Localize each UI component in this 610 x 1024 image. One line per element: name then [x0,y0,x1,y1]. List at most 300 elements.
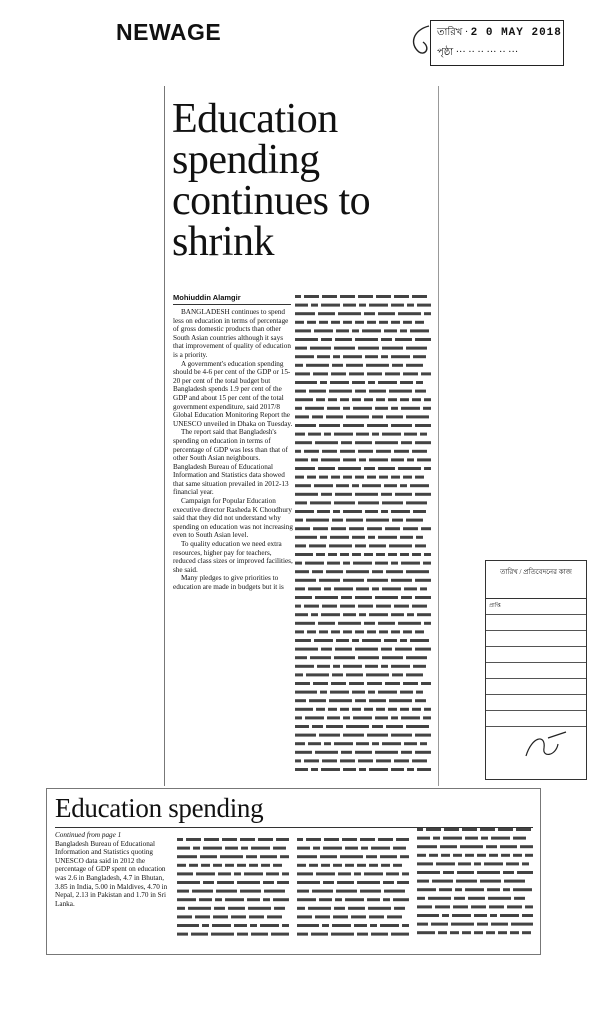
text-line-stroke [349,372,364,375]
text-line-stroke [522,931,531,934]
text-line-stroke [295,381,317,384]
text-line-stroke [514,897,525,900]
text-line-stroke [369,544,386,547]
text-line-stroke [341,596,352,599]
text-line-stroke [359,613,366,616]
text-line-stroke [305,716,324,719]
text-line-stroke [225,847,238,850]
text-line-stroke [391,407,398,410]
text-line-stroke [319,898,332,901]
text-line-stroke [417,304,431,307]
text-line-stroke [367,321,376,324]
text-line-stroke [369,864,378,867]
text-line-stroke [457,871,474,874]
text-line-stroke [331,630,340,633]
text-line-stroke [462,931,471,934]
text-line-stroke [382,433,401,436]
text-line-stroke [415,751,431,754]
text-line-stroke [387,915,402,918]
text-line-stroke [367,579,388,582]
text-line-stroke [295,364,303,367]
text-line-stroke [436,862,455,865]
text-line-stroke [333,665,340,668]
text-line-stroke [391,768,404,771]
text-line-stroke [417,931,435,934]
text-line-stroke [192,890,213,893]
text-line-stroke [417,905,432,908]
text-line-stroke [191,933,208,936]
stamp-date: 2 0 MAY 2018 [470,27,562,39]
text-line-stroke [355,596,372,599]
text-line-stroke [395,338,412,341]
text-line-stroke [400,381,413,384]
text-line-stroke [340,708,349,711]
continuation-title: Education spending [55,793,264,823]
text-line-stroke [324,433,331,436]
text-line-stroke [471,905,486,908]
text-line-stroke [225,864,234,867]
text-line-stroke [247,898,260,901]
text-line-stroke [394,759,409,762]
text-line-stroke [400,639,407,642]
text-line-stroke [249,915,264,918]
text-line-stroke [319,424,340,427]
text-line-stroke [343,476,352,479]
text-line-stroke [332,364,343,367]
filing-form-row [486,679,586,695]
text-line-stroke [357,933,368,936]
text-line-stroke [295,295,301,298]
text-line-stroke [315,441,338,444]
text-line-stroke [388,708,397,711]
text-line-stroke [319,476,328,479]
text-line-stroke [381,355,388,358]
text-line-stroke [406,519,423,522]
text-line-stroke [400,484,407,487]
text-line-stroke [338,872,351,875]
text-line-stroke [295,742,305,745]
text-line-stroke [322,759,337,762]
text-line-stroke [362,329,381,332]
text-line-stroke [423,562,431,565]
text-line-stroke [335,898,342,901]
text-line-stroke [342,838,357,841]
text-line-stroke [406,570,429,573]
text-line-stroke [343,407,350,410]
text-line-stroke [397,881,409,884]
text-line-stroke [367,734,388,737]
text-line-stroke [295,398,313,401]
text-line-stroke [369,613,388,616]
text-line-stroke [343,510,362,513]
text-line-stroke [391,321,400,324]
text-line-stroke [295,708,313,711]
text-line-stroke [352,381,365,384]
text-line-stroke [320,536,327,539]
text-line-stroke [193,847,200,850]
text-line-stroke [424,622,431,625]
text-line-stroke [412,553,421,556]
text-line-stroke [385,372,400,375]
text-line-stroke [324,742,331,745]
text-line-stroke [416,381,423,384]
text-line-stroke [320,855,337,858]
text-line-stroke [326,725,343,728]
text-line-stroke [370,924,377,927]
text-line-stroke [359,458,366,461]
text-line-stroke [334,501,355,504]
text-line-stroke [362,484,381,487]
text-line-stroke [516,828,531,831]
text-line-stroke [401,407,420,410]
text-line-stroke [346,725,369,728]
text-line-stroke [486,845,497,848]
text-line-stroke [321,458,340,461]
text-line-stroke [415,579,431,582]
text-line-stroke [212,924,231,927]
text-line-stroke [477,871,500,874]
text-line-stroke [237,864,246,867]
text-line-stroke [415,544,426,547]
text-line-stroke [346,570,369,573]
text-line-stroke [424,312,431,315]
text-line-stroke [354,872,361,875]
text-line-stroke [343,734,364,737]
article-paragraph: To quality education we need extra resources, higher pay for teachers, reduced class sizes or improved facilities, she said. [173,540,293,574]
text-line-stroke [295,415,309,418]
text-line-stroke [306,673,329,676]
text-line-stroke [398,467,421,470]
text-line-stroke [353,716,372,719]
text-line-stroke [355,493,378,496]
article-paragraph: A government's education spending should be 4-6 per cent of the GDP or 15-20 per cent of the total budget but Bangladesh spends 1.9 per cent of the GDP and about 15 per cent of the total government expenditure, said 2017/8 Global Education Monitoring Report the UNESCO unveiled in Dhaka on Tuesday. [173,359,293,428]
signature-scribble [486,726,586,766]
text-line-stroke [320,691,327,694]
text-line-stroke [177,855,197,858]
text-line-stroke [386,725,403,728]
text-line-stroke [295,329,311,332]
text-line-stroke [412,759,427,762]
text-line-stroke [376,605,391,608]
text-line-stroke [415,648,431,651]
text-line-stroke [489,854,498,857]
text-line-stroke [311,933,328,936]
text-line-stroke [240,838,255,841]
text-line-stroke [321,493,332,496]
text-line-stroke [417,862,433,865]
text-line-stroke [391,579,412,582]
text-line-stroke [406,415,429,418]
text-line-stroke [438,931,447,934]
text-line-stroke [450,931,459,934]
text-line-stroke [379,321,388,324]
newspaper-masthead: NEWAGE [116,19,222,45]
text-line-stroke [328,553,337,556]
text-line-stroke [343,665,362,668]
text-line-stroke [314,329,333,332]
filing-form-row [486,711,586,727]
text-line-stroke [321,864,330,867]
text-line-stroke [261,864,270,867]
text-line-stroke [321,613,340,616]
text-line-stroke [415,338,431,341]
text-line-stroke [375,562,388,565]
text-line-stroke [336,639,349,642]
text-line-stroke [295,544,306,547]
text-line-stroke [367,476,376,479]
text-line-stroke [453,905,468,908]
text-line-stroke [395,493,412,496]
text-line-stroke [282,924,289,927]
text-line-stroke [406,501,427,504]
text-line-stroke [343,630,352,633]
text-line-stroke [435,905,450,908]
text-line-stroke [321,648,332,651]
text-line-stroke [234,872,241,875]
text-line-stroke [376,450,391,453]
text-line-stroke [297,898,316,901]
text-line-stroke [277,881,289,884]
text-line-stroke [314,484,333,487]
text-line-stroke [336,890,357,893]
text-line-stroke [364,312,375,315]
text-line-stroke [316,872,335,875]
text-line-stroke [177,898,196,901]
text-line-stroke [295,458,308,461]
text-line-stroke [329,390,352,393]
text-line-stroke [311,304,318,307]
text-line-stroke [357,881,380,884]
text-line-stroke [375,407,388,410]
text-line-stroke [381,648,392,651]
text-line-stroke [381,510,388,513]
text-line-stroke [415,493,431,496]
text-line-stroke [295,605,301,608]
text-line-stroke [177,915,192,918]
text-line-stroke [331,682,346,685]
text-line-stroke [474,914,487,917]
text-line-stroke [372,725,383,728]
text-line-stroke [382,587,401,590]
text-line-stroke [417,880,429,883]
text-line-stroke [351,915,366,918]
text-line-stroke [349,527,364,530]
text-line-stroke [349,682,364,685]
text-line-stroke [312,570,323,573]
text-line-stroke [304,759,319,762]
text-line-stroke [329,699,352,702]
text-line-stroke [367,372,382,375]
text-line-stroke [417,897,425,900]
text-line-stroke [364,708,373,711]
text-line-stroke [429,854,438,857]
date-stamp: তারিখ · 2 0 MAY 2018 পৃষ্ঠা ··· ·· ·· ··· ·· ··· [430,20,564,66]
filing-form [485,560,587,780]
text-line-stroke [513,888,532,891]
text-line-stroke [402,924,409,927]
text-line-stroke [295,390,306,393]
text-line-stroke [480,828,495,831]
text-line-stroke [340,855,363,858]
text-line-stroke [433,837,440,840]
text-line-stroke [400,553,409,556]
text-line-stroke [365,355,378,358]
text-line-stroke [218,872,231,875]
text-line-stroke [295,656,307,659]
text-line-stroke [413,510,426,513]
text-line-stroke [297,924,319,927]
text-line-stroke [391,510,410,513]
text-line-stroke [410,329,429,332]
text-line-stroke [358,605,373,608]
text-line-stroke [491,837,510,840]
text-line-stroke [352,536,365,539]
text-line-stroke [330,691,349,694]
text-line-stroke [305,562,324,565]
text-line-stroke [369,699,386,702]
text-line-stroke [452,914,471,917]
text-line-stroke [222,838,237,841]
text-line-stroke [391,716,398,719]
text-line-stroke [304,295,319,298]
text-line-stroke [368,536,375,539]
text-line-stroke [383,898,390,901]
text-line-stroke [295,476,304,479]
text-line-stroke [456,880,477,883]
text-line-stroke [380,855,397,858]
text-line-stroke [320,381,327,384]
text-line-stroke [333,355,340,358]
text-line-stroke [415,390,426,393]
text-line-stroke [234,924,247,927]
text-line-stroke [352,639,359,642]
text-line-stroke [460,845,483,848]
text-line-stroke [423,716,431,719]
text-line-stroke [316,398,325,401]
text-line-stroke [295,562,302,565]
text-line-stroke [326,570,343,573]
text-line-stroke [507,905,522,908]
text-line-stroke [386,570,403,573]
text-line-stroke [186,838,201,841]
text-line-stroke [389,699,412,702]
text-line-stroke [465,854,474,857]
text-line-stroke [304,450,319,453]
text-line-stroke [356,433,369,436]
text-line-stroke [343,768,356,771]
text-line-stroke [333,915,348,918]
text-line-stroke [354,924,367,927]
text-line-stroke [500,914,519,917]
text-line-stroke [378,622,395,625]
text-line-stroke [331,527,346,530]
text-line-stroke [406,347,427,350]
text-line-stroke [306,838,321,841]
text-line-stroke [249,864,258,867]
stamp-page-label: পৃষ্ঠা [437,47,454,58]
text-line-stroke [451,923,474,926]
text-line-stroke [295,613,308,616]
text-line-stroke [356,742,369,745]
text-line-stroke [468,897,485,900]
text-line-stroke [413,355,426,358]
text-line-stroke [346,415,369,418]
text-line-stroke [345,864,354,867]
text-line-stroke [295,716,302,719]
text-line-stroke [321,338,332,341]
text-line-stroke [343,613,356,616]
text-line-stroke [369,915,384,918]
text-line-stroke [263,898,270,901]
text-line-stroke [358,450,373,453]
text-line-stroke [308,907,331,910]
text-line-stroke [391,613,404,616]
text-line-stroke [415,596,431,599]
text-line-stroke [513,837,526,840]
text-line-stroke [391,355,410,358]
text-line-stroke [309,864,318,867]
text-line-stroke [295,501,307,504]
text-line-stroke [237,881,260,884]
text-line-stroke [295,407,302,410]
text-line-stroke [407,304,414,307]
text-line-stroke [378,381,397,384]
text-line-stroke [217,881,234,884]
text-line-stroke [309,699,326,702]
text-line-stroke [415,734,431,737]
text-line-stroke [317,510,330,513]
text-line-stroke [334,347,355,350]
continued-from-note: Continued from page 1 [55,831,122,839]
text-line-stroke [203,847,222,850]
text-line-stroke [211,933,234,936]
text-line-stroke [367,424,388,427]
text-line-stroke [395,648,412,651]
text-line-stroke [375,716,388,719]
article-paragraph: Campaign for Popular Education executive director Rasheda K Choudhury said that they did not understand why spending on education was not increasing even to South Asian level. [173,497,293,540]
text-line-stroke [384,890,405,893]
text-line-stroke [412,398,421,401]
text-line-stroke [403,321,412,324]
text-line-stroke [314,639,333,642]
text-line-stroke [412,605,427,608]
text-line-stroke [400,855,409,858]
byline-rule [173,304,291,305]
text-line-stroke [309,544,326,547]
text-line-stroke [500,845,517,848]
text-line-stroke [231,915,246,918]
continuation-column-2-text-lines [177,833,289,937]
text-line-stroke [295,691,317,694]
text-line-stroke [487,888,500,891]
text-line-stroke [400,329,407,332]
text-line-stroke [400,691,413,694]
text-line-stroke [381,665,388,668]
text-line-stroke [295,372,310,375]
text-line-stroke [401,562,420,565]
text-line-stroke [403,630,412,633]
text-line-stroke [295,536,317,539]
text-line-stroke [307,630,316,633]
text-line-stroke [376,398,385,401]
text-line-stroke [474,862,481,865]
continuation-column-1 [55,831,169,908]
text-line-stroke [412,450,427,453]
continuation-paragraph: Bangladesh Bureau of Educational Information and Statistics quoting UNESCO data said in 2012 the percentage of GDP spent on education was 2.6 in Bangladesh, 4.7 in Bhutan, 3.85 in India, 5.00 in Maldives, 4.70 in Nepal, 2.13 in Pakistan and 1.70 in Sri Lanka. [55,839,168,908]
text-line-stroke [415,321,424,324]
text-line-stroke [417,888,436,891]
text-line-stroke [258,838,273,841]
